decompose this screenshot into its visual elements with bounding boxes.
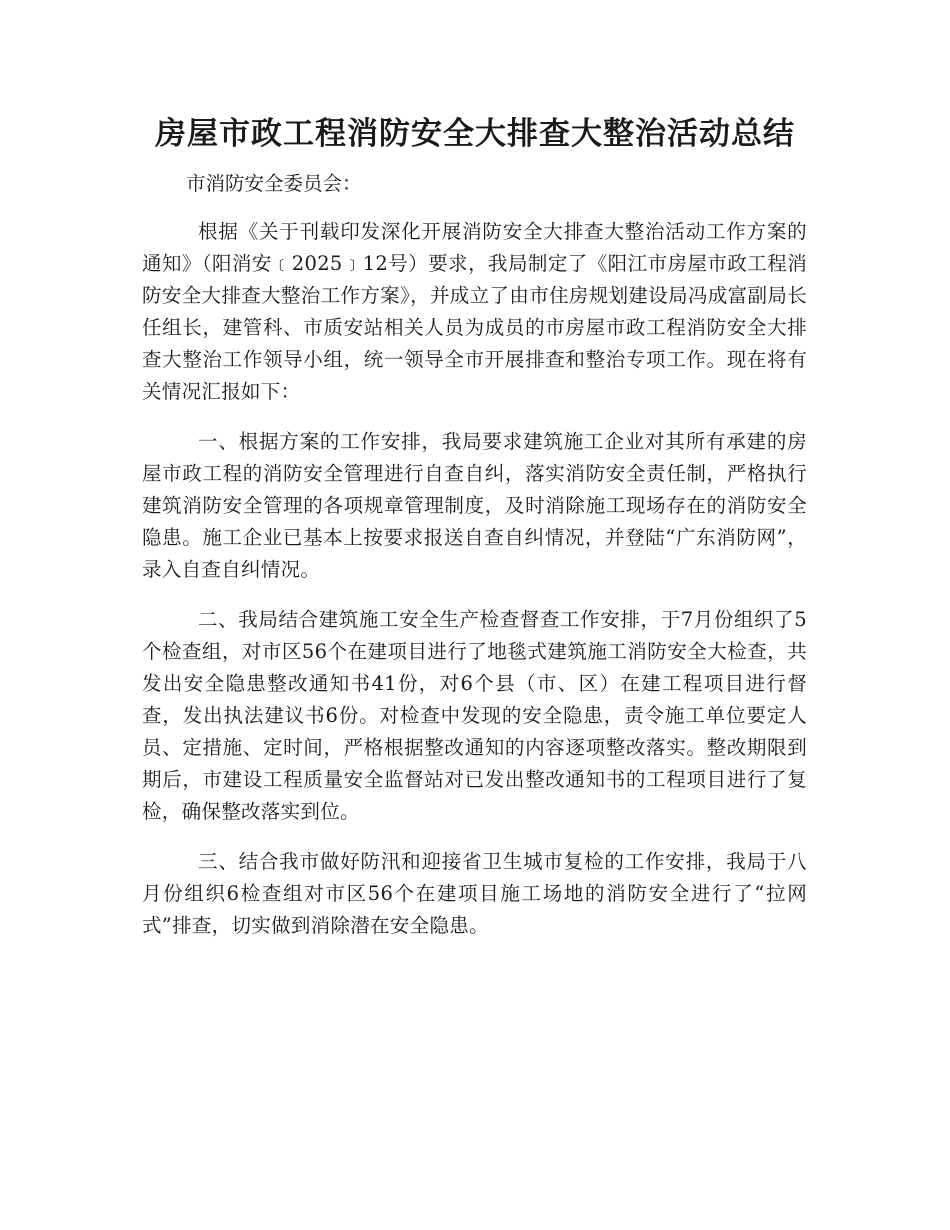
- paragraph-section-1: 一、根据方案的工作安排，我局要求建筑施工企业对其所有承建的房屋市政工程的消防安全管理进行自查自纠，落实消防安全责任制，严格执行建筑消防安全管理的各项规章管理制度，及时消除施工现场存在的消防安全隐患。施工企业已基本上按要求报送自查自纠情况，并登陆“广东消防网”，录入自查自纠情况。: [142, 430, 807, 581]
- paragraph-section-3: 三、结合我市做好防汛和迎接省卫生城市复检的工作安排，我局于八月份组织6检查组对市区56个在建项目施工场地的消防安全进行了“拉网式”排查，切实做到消除潜在安全隐患。: [142, 850, 807, 937]
- paragraph-section-2: 二、我局结合建筑施工安全生产检查督查工作安排，于7月份组织了5个检查组，对市区56个在建项目进行了地毯式建筑施工消防安全大检查，共发出安全隐患整改通知书41份，对6个县（市、区）在建工程项目进行督查，发出执法建议书6份。对检查中发现的安全隐患，责令施工单位要定人员、定措施、定时间，严格根据整改通知的内容逐项整改落实。整改期限到期后，市建设工程质量安全监督站对已发出整改通知书的工程项目进行了复检，确保整改落实到位。: [142, 608, 807, 823]
- paragraph-intro: 根据《关于刊载印发深化开展消防安全大排查大整治活动工作方案的通知》（阳消安﹝2025﹞12号）要求，我局制定了《阳江市房屋市政工程消防安全大排查大整治工作方案》，并成立了由市住房规划建设局冯成富副局长任组长，建管科、市质安站相关人员为成员的市房屋市政工程消防安全大排查大整治工作领导小组，统一领导全市开展排查和整治专项工作。现在将有关情况汇报如下：: [142, 220, 807, 403]
- document-title: 房屋市政工程消防安全大排查大整治活动总结: [155, 116, 795, 152]
- document-body: [142, 168, 807, 960]
- salutation: 市消防安全委员会：: [186, 172, 362, 195]
